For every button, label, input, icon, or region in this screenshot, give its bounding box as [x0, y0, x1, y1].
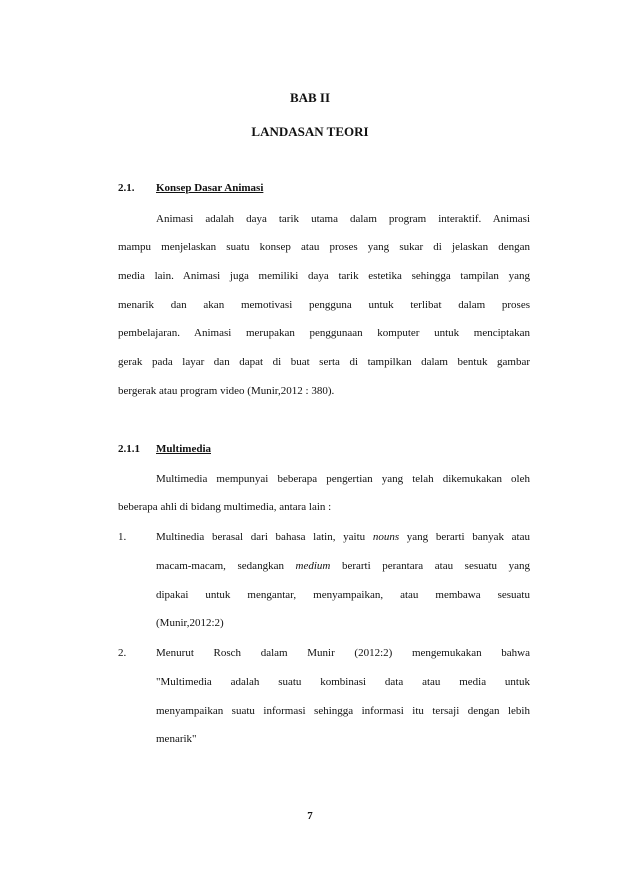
paragraph-line: mampu menjelaskan suatu konsep atau proses yang sukar di jelaskan dengan: [118, 241, 530, 253]
list-item-line: Multinedia berasal dari bahasa latin, yaitu nouns yang berarti banyak atau: [156, 531, 530, 543]
paragraph-line: Multimedia mempunyai beberapa pengertian yang telah dikemukakan oleh: [156, 473, 530, 485]
section-title: Konsep Dasar Animasi: [156, 182, 264, 194]
paragraph-line: menarik dan akan memotivasi pengguna untuk terlibat dalam proses: [118, 299, 530, 311]
list-item-line: (Munir,2012:2): [156, 617, 224, 629]
paragraph-line: bergerak atau program video (Munir,2012 : 380).: [118, 385, 335, 397]
list-item-marker: 2.: [118, 647, 127, 659]
subsection-number: 2.1.1: [118, 443, 140, 455]
list-item-line: macam-macam, sedangkan medium berarti perantara atau sesuatu yang: [156, 560, 531, 572]
page-number: 7: [307, 810, 313, 822]
paragraph-line: Animasi adalah daya tarik utama dalam program interaktif. Animasi: [156, 213, 530, 225]
emphasis-word: medium: [295, 560, 331, 572]
list-item-line: Menurut Rosch dalam Munir (2012:2) mengemukakan bahwa: [156, 647, 530, 659]
list-item-line: "Multimedia adalah suatu kombinasi data atau media untuk: [156, 676, 530, 688]
paragraph-line: gerak pada layar dan dapat di buat serta di tampilkan dalam bentuk gambar: [118, 356, 530, 368]
list-item-line: dipakai untuk mengantar, menyampaikan, atau membawa sesuatu: [156, 589, 530, 601]
section-number: 2.1.: [118, 182, 135, 194]
chapter-number: BAB II: [289, 90, 331, 105]
paragraph-line: pembelajaran. Animasi merupakan penggunaan komputer untuk menciptakan: [118, 327, 530, 339]
subsection-title: Multimedia: [156, 443, 211, 455]
list-item-line: menyampaikan suatu informasi sehingga informasi itu tersaji dengan lebih: [156, 705, 530, 717]
paragraph-line: beberapa ahli di bidang multimedia, antara lain :: [118, 501, 332, 513]
chapter-title: LANDASAN TEORI: [251, 124, 369, 139]
list-item-line: menarik": [156, 733, 197, 745]
emphasis-word: nouns: [372, 531, 400, 543]
list-item-marker: 1.: [118, 531, 127, 543]
paragraph-line: media lain. Animasi juga memiliki daya tarik estetika sehingga tampilan yang: [118, 270, 530, 282]
